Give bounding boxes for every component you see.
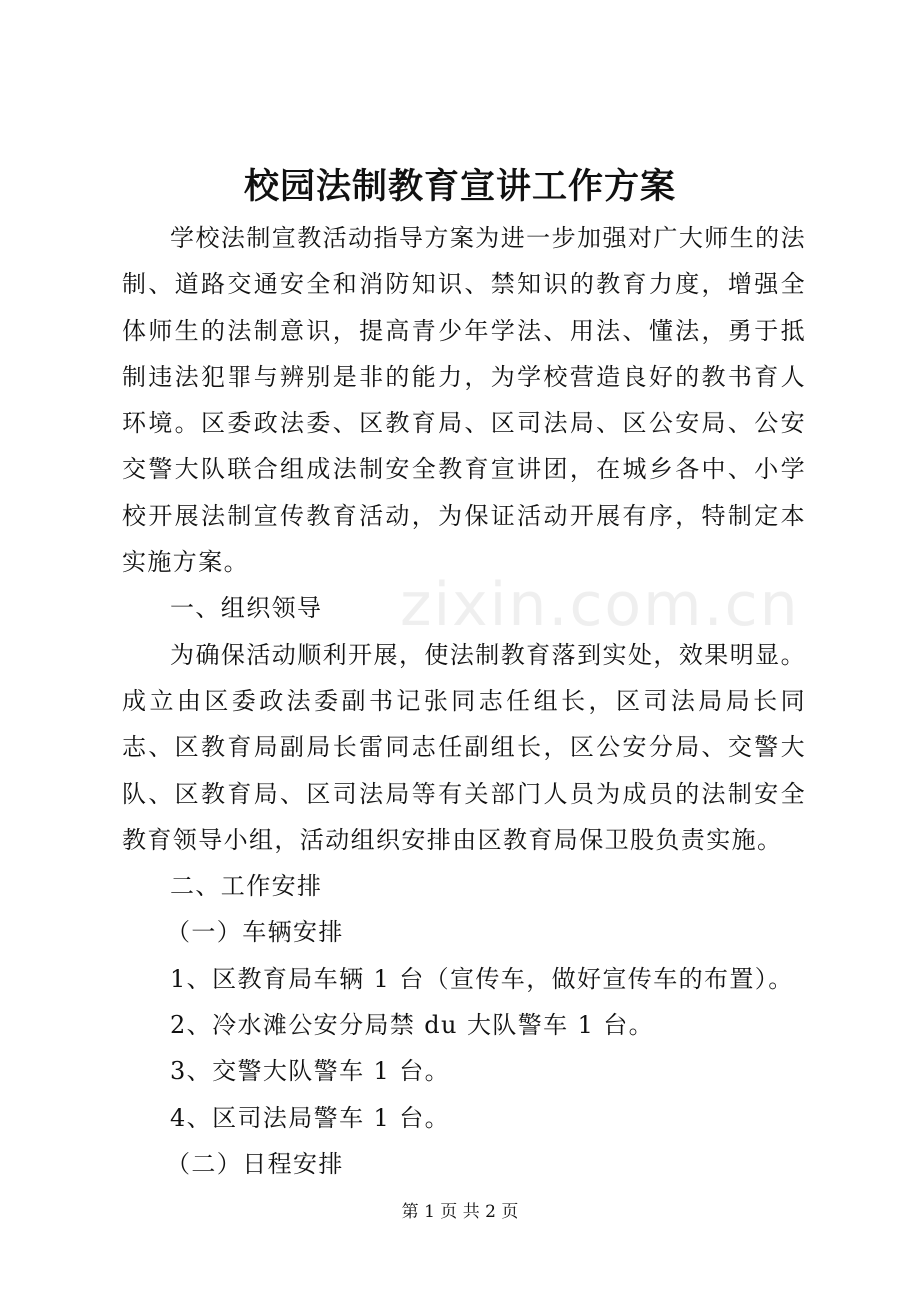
sub1-heading: （一）车辆安排 — [166, 918, 344, 947]
sub2-heading: （二）日程安排 — [166, 1149, 344, 1178]
vehicle-item: 4、区司法局警车 1 台。 — [170, 1103, 450, 1132]
watermark: zixin.com.cn — [400, 570, 800, 640]
vehicle-item: 3、交警大队警车 1 台。 — [170, 1057, 450, 1086]
vehicle-item: 2、冷水滩公安分局禁 du 大队警车 1 台。 — [170, 1011, 655, 1040]
document-body — [122, 215, 806, 1187]
document-title: 校园法制教育宣讲工作方案 — [243, 166, 676, 207]
section1-heading: 一、组织领导 — [170, 594, 323, 623]
page-footer: 第 1 页 共 2 页 — [401, 1202, 519, 1222]
vehicle-item: 1、区教育局车辆 1 台（宣传车，做好宣传车的布置）。 — [170, 964, 794, 993]
intro-paragraph: 学校法制宣教活动指导方案为进一步加强对广大师生的法制、道路交通安全和消防知识、禁知识的教育力度，增强全体师生的法制意识，提高青少年学法、用法、懂法，勇于抵制违法犯罪与辨别是非的能力，为学校营造良好的教书育人环境。区委政法委、区教育局、区司法局、区公安局、公安交警大队联合组成法制安全教育宣讲团，在城乡各中、小学校开展法制宣传教育活动，为保证活动开展有序，特制定本实施方案。 — [122, 224, 806, 577]
section2-heading: 二、工作安排 — [170, 872, 323, 901]
section1-paragraph: 为确保活动顺利开展，使法制教育落到实处，效果明显。成立由区委政法委副书记张同志任组长，区司法局局长同志、区教育局副局长雷同志任副组长，区公安分局、交警大队、区教育局、区司法局等有关部门人员为成员的法制安全教育领导小组，活动组织安排由区教育局保卫股负责实施。 — [122, 640, 806, 854]
